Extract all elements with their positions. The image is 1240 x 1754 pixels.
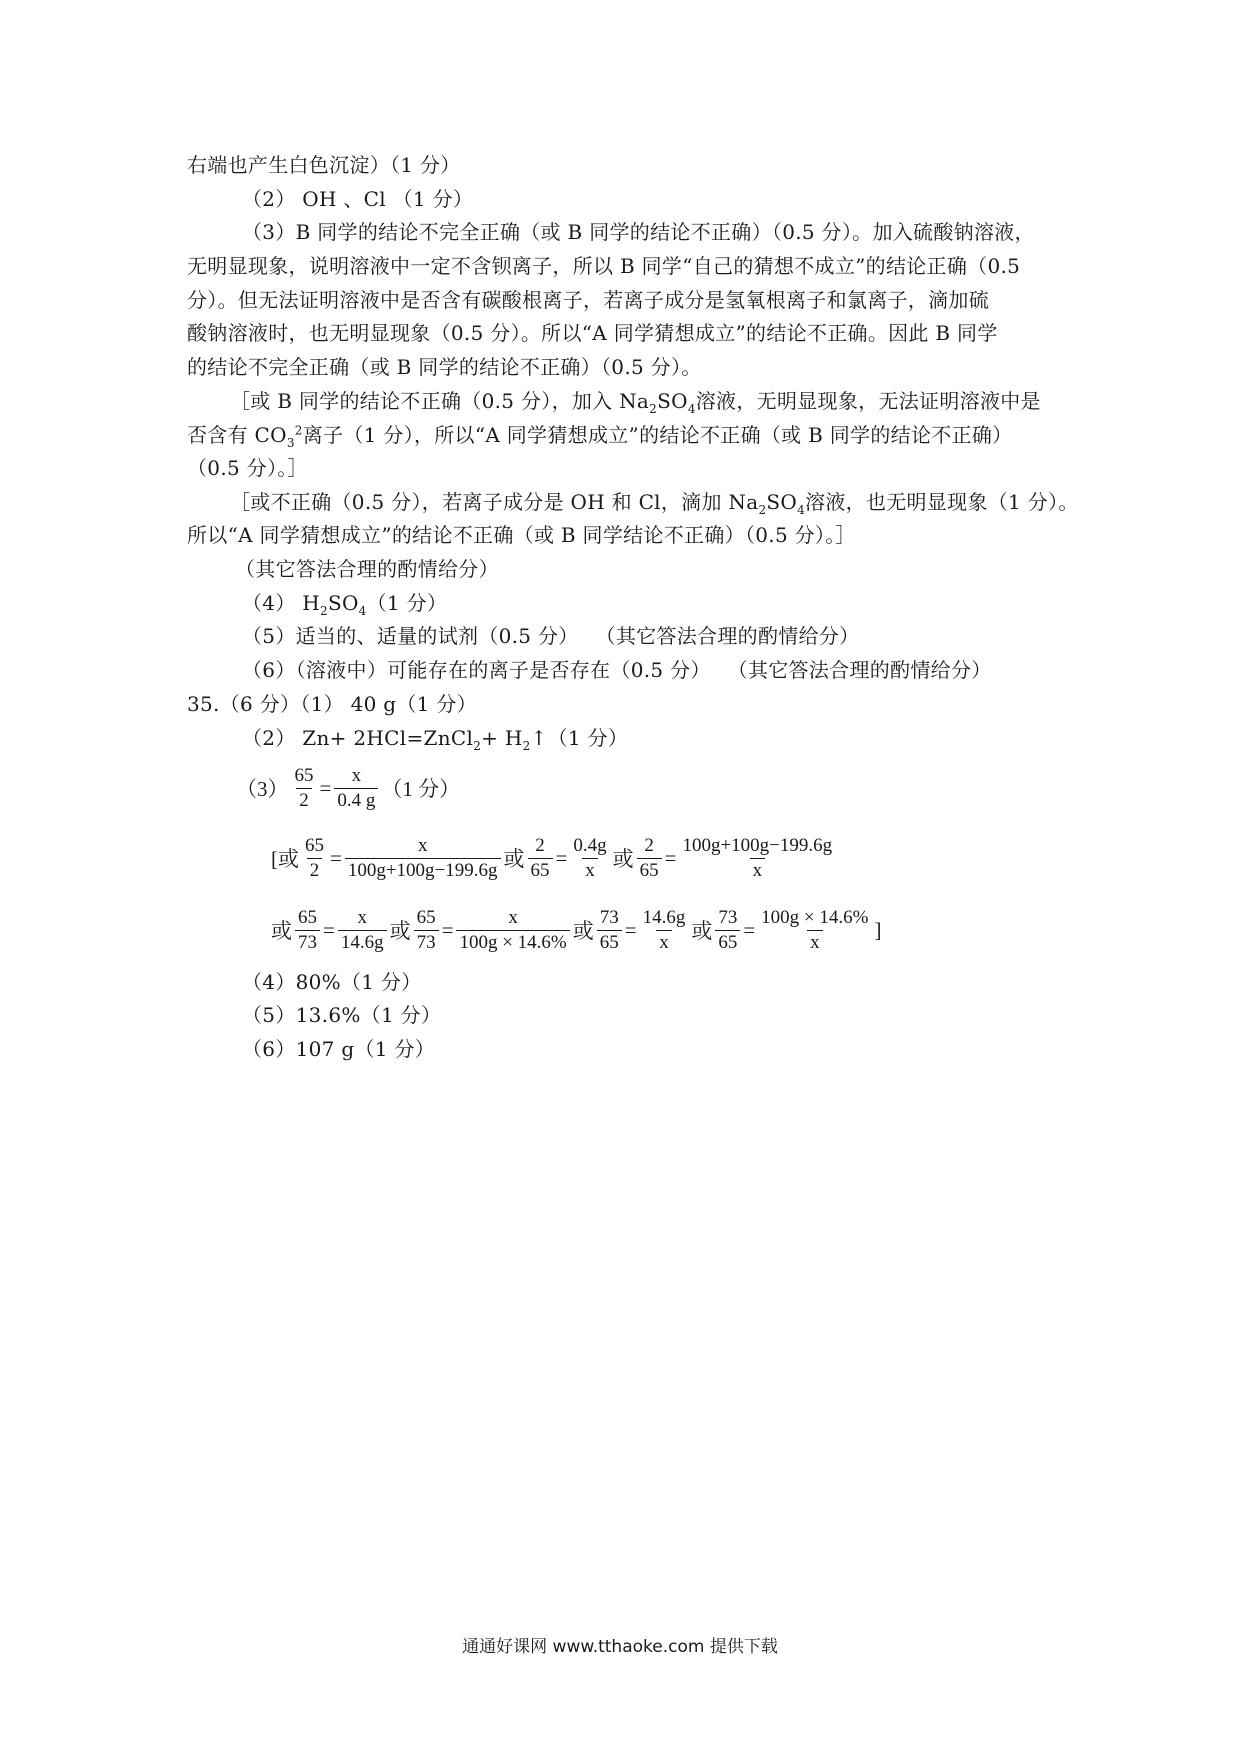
fraction: $\frac{x}{100g \times 14.6\%}$	[456, 907, 569, 954]
q35-item-5: （5）13.6%（1 分）	[242, 1003, 442, 1027]
fraction: $\frac{100g \times 14.6\%}{x}$	[761, 906, 869, 953]
item-4: （4） $H_2SO_4(1$ 分）	[242, 591, 448, 618]
alternative-formulas-1: [或 $\frac{65}{2}$ = $\frac{x}{100g+100g-199.6g}$ 或 $\frac{2}{65}$ = $\frac{0.4g}{x}$ 或 $\frac{2}{65}$ = $\frac{100g+100g-199.6g}{x}$	[270, 830, 837, 886]
fraction: $\frac{x}{100g+100g-199.6g}$	[345, 835, 501, 882]
fraction: $\frac{x}{0.4 g}$	[334, 765, 378, 812]
fraction: $\frac{14.6g}{x}$	[642, 906, 686, 953]
item-5: （5）适当的、适量的试剂（0.5 分） （其它答法合理的酌情给分）	[242, 624, 860, 648]
bracket-note-line: 所以“A 同学猜想成立”的结论不正确（或 B 同学结论不正确）（0.5 分）。］	[187, 523, 856, 547]
bracket-note-line: ［或 B 同学的结论不正确（0.5 分），加入 $Na_2SO_4$溶液，无明显现象，无法证明溶液中是	[230, 389, 1041, 416]
item-6: （6）（溶液中）可能存在的离子是否存在（0.5 分） （其它答法合理的酌情给分）	[242, 658, 992, 682]
fraction: $\frac{0.4g}{x}$	[573, 834, 607, 881]
bracket-note-line: （0.5 分）。］	[187, 456, 308, 480]
fraction: $\frac{73}{65}$	[715, 907, 740, 954]
text-line: 右端也产生白色沉淀）（1 分）	[187, 153, 461, 177]
fraction: $\frac{65}{2}$	[305, 834, 324, 881]
text-line: 分）。但无法证明溶液中是否含有碳酸根离子，若离子成分是氢氧根离子和氯离子，滴加硫	[187, 288, 989, 312]
text-line: 无明显现象，说明溶液中一定不含钡离子，所以 B 同学“自己的猜想不成立”的结论正确（0.5	[187, 254, 1021, 278]
text-line: （2） OH 、Cl （1 分）	[242, 187, 474, 211]
fraction: $\frac{100g+100g-199.6g}{x}$	[682, 834, 833, 881]
fraction: $\frac{73}{65}$	[597, 907, 622, 954]
fraction: $\frac{65}{73}$	[295, 907, 320, 954]
fraction: $\frac{65}{73}$	[414, 907, 439, 954]
text-line: 酸钠溶液时，也无明显现象（0.5 分）。所以“A 同学猜想成立”的结论不正确。因此 B 同学	[187, 321, 998, 345]
text-line: 的结论不完全正确（或 B 同学的结论不正确）（0.5 分）。	[187, 355, 702, 379]
q35-item-3-formula: （3） $\frac{65}{2}$ = $\frac{x}{0.4 g}$ （1 分）	[236, 764, 461, 811]
q35-item-4: （4）80%（1 分）	[242, 970, 422, 994]
fraction: $\frac{2}{65}$	[637, 835, 662, 882]
bracket-note-line: ［或不正确（0.5 分），若离子成分是 OH 和 Cl，滴加 $Na_2SO_4$溶液，也无明显现象（1 分）。	[230, 490, 1079, 517]
fraction: $\frac{2}{65}$	[528, 835, 553, 882]
page-footer: 通通好课网 www.tthaoke.com 提供下载	[462, 1637, 778, 1657]
scoring-note: （其它答法合理的酌情给分）	[235, 557, 499, 581]
bracket-note-line: 否含有 $CO_3^2$离子（1 分），所以“A 同学猜想成立”的结论不正确（或 B 同学的结论不正确）	[187, 423, 1013, 450]
alternative-formulas-2: 或 $\frac{65}{73}$ = $\frac{x}{14.6g}$ 或 $\frac{65}{73}$ = $\frac{x}{100g \times 14.6\%}$ 或 $\frac{73}{65}$ = $\frac{14.6g}{x}$ 或 $\frac{73}{65}$ = $\frac{100g \times 14.6\%}{x}$ ]	[271, 906, 882, 953]
text-line: （3）B 同学的结论不完全正确（或 B 同学的结论不正确）（0.5 分）。加入硫酸钠溶液，	[242, 220, 1035, 244]
q35-item-6: （6）107 g（1 分）	[242, 1037, 436, 1061]
fraction: $\frac{x}{14.6g}$	[338, 907, 387, 954]
question-35: 35.（6 分）（1） 40 g（1 分）	[187, 692, 477, 716]
q35-item-2: （2） Zn+ 2HCl=ZnCl$_2$+ $H_2↑(1$ 分）	[242, 726, 629, 753]
fraction: $\frac{65}{2}$	[294, 764, 314, 811]
